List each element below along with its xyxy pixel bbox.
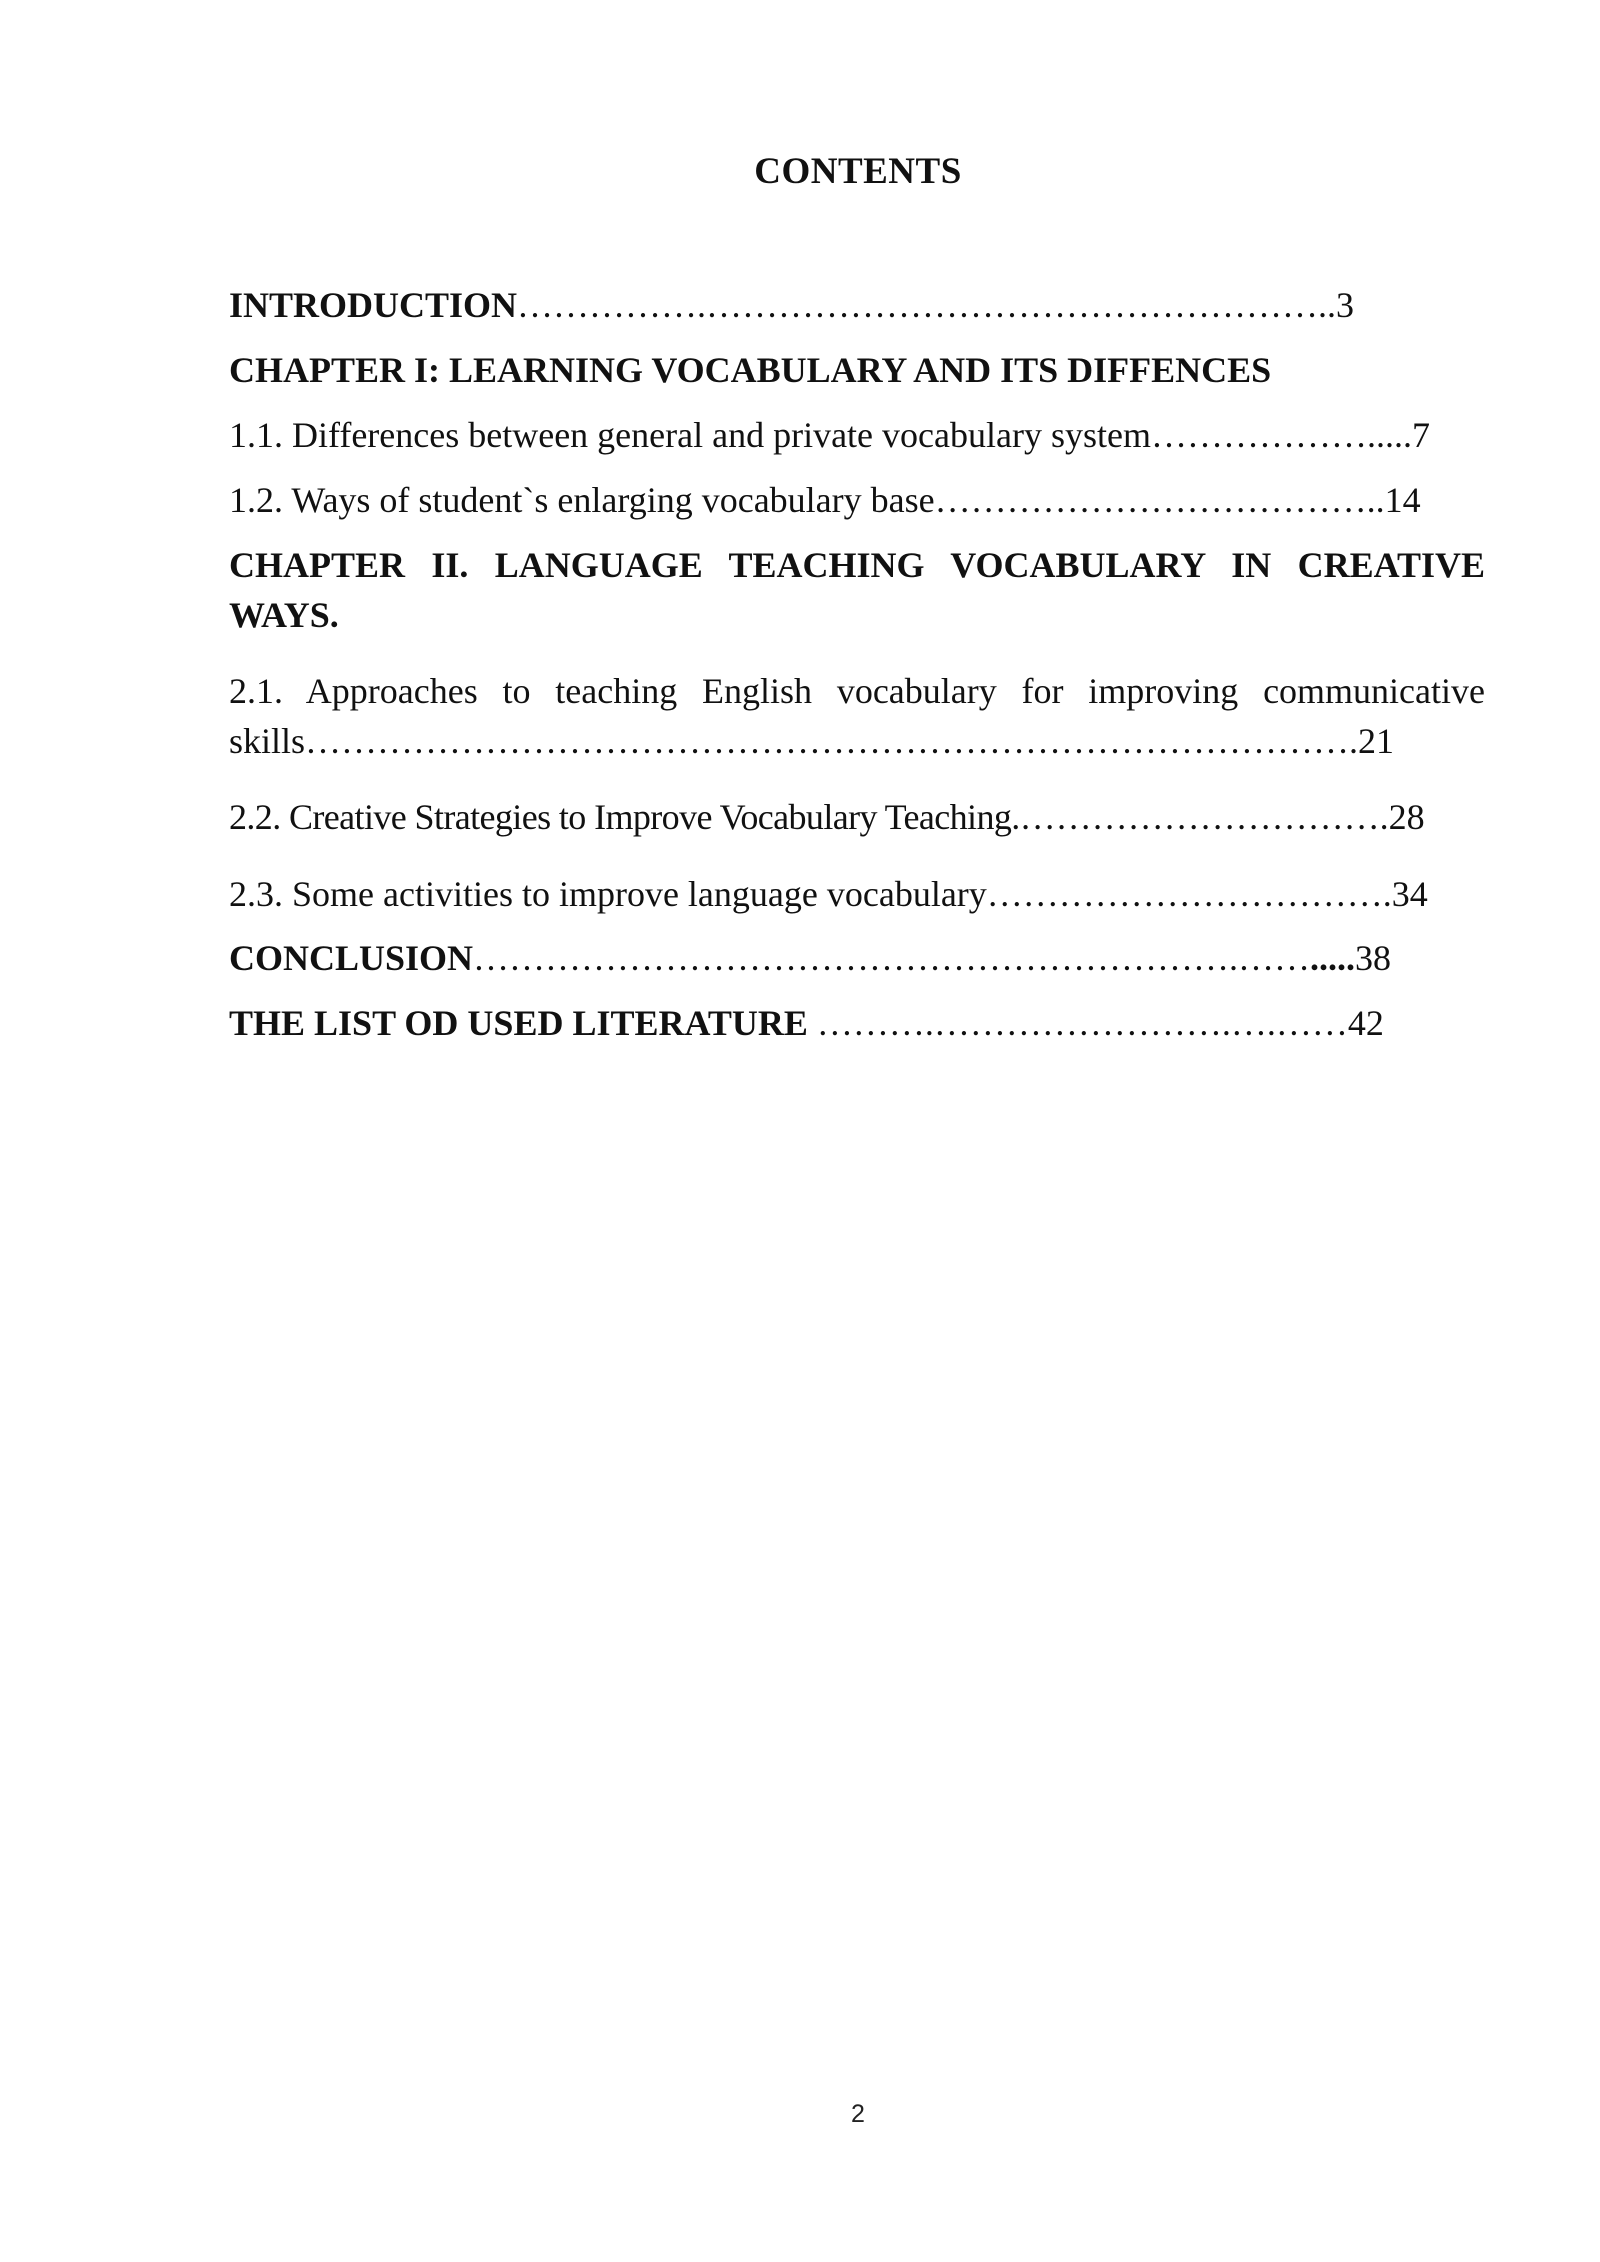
toc-entry-2-2 (229, 792, 1485, 842)
toc-leader: ……………………………….. (934, 480, 1385, 520)
toc-entry-text: CHAPTER II. LANGUAGE TEACHING VOCABULARY IN CREATIVE WAYS. (229, 545, 1485, 635)
toc-entry-chapter-2 (229, 540, 1485, 640)
toc-leader: …………………………. (1019, 797, 1389, 837)
toc-entry-conclusion (229, 933, 1485, 983)
toc-page-number: 21 (1358, 721, 1395, 761)
toc-leader: ……………………………………………………….…… (473, 938, 1311, 978)
toc-leader: ………………..... (1150, 415, 1412, 455)
toc-page-number: 3 (1336, 285, 1355, 325)
toc-entry-text: INTRODUCTION (229, 285, 518, 325)
toc-page-number: 7 (1411, 415, 1430, 455)
toc-entry-text: CHAPTER I: LEARNING VOCABULARY AND ITS DIFFENCES (229, 350, 1272, 390)
toc-leader-tail: ..... (1310, 938, 1356, 978)
toc-entry-continuation (229, 716, 1485, 766)
page-title: CONTENTS (754, 151, 962, 192)
toc-entry-2-3 (229, 869, 1485, 919)
toc-entry-literature (229, 998, 1485, 1048)
toc-page-number: 14 (1384, 480, 1421, 520)
toc-entry-text-continued: skills (229, 721, 306, 761)
toc-entry-text: 2.3. Some activities to improve language vocabulary (229, 874, 987, 914)
toc-leader: ……………………………………………………………………………. (305, 721, 1359, 761)
toc-entry-2-1 (229, 666, 1485, 766)
toc-entry-text: THE LIST OD USED LITERATURE (229, 1003, 808, 1043)
toc-entry-1-1 (229, 410, 1485, 460)
toc-entry-text: 2.2. Creative Strategies to Improve Vocabulary Teaching. (229, 797, 1020, 837)
toc-page-number: 42 (1347, 1003, 1384, 1043)
toc-entry-text: CONCLUSION (229, 938, 474, 978)
toc-entry-text: 1.1. Differences between general and private vocabulary system (229, 415, 1151, 455)
toc-page-number: 28 (1388, 797, 1425, 837)
toc-page-number: 34 (1391, 874, 1428, 914)
toc-leader: …………….…………………………………………….. (517, 285, 1337, 325)
toc-page-number: 38 (1355, 938, 1392, 978)
toc-entry-introduction (229, 280, 1485, 330)
toc-leader: ……………………………. (986, 874, 1392, 914)
toc-entry-text: 1.2. Ways of student`s enlarging vocabulary base (229, 480, 935, 520)
toc-leader: ……….…………………….….…… (807, 1003, 1348, 1043)
toc-entry-chapter-1 (229, 345, 1485, 395)
toc-entry-text: 2.1. Approaches to teaching English vocabulary for improving communicative (229, 671, 1485, 711)
toc-entry-1-2 (229, 475, 1485, 525)
page-number: 2 (851, 2100, 865, 2128)
